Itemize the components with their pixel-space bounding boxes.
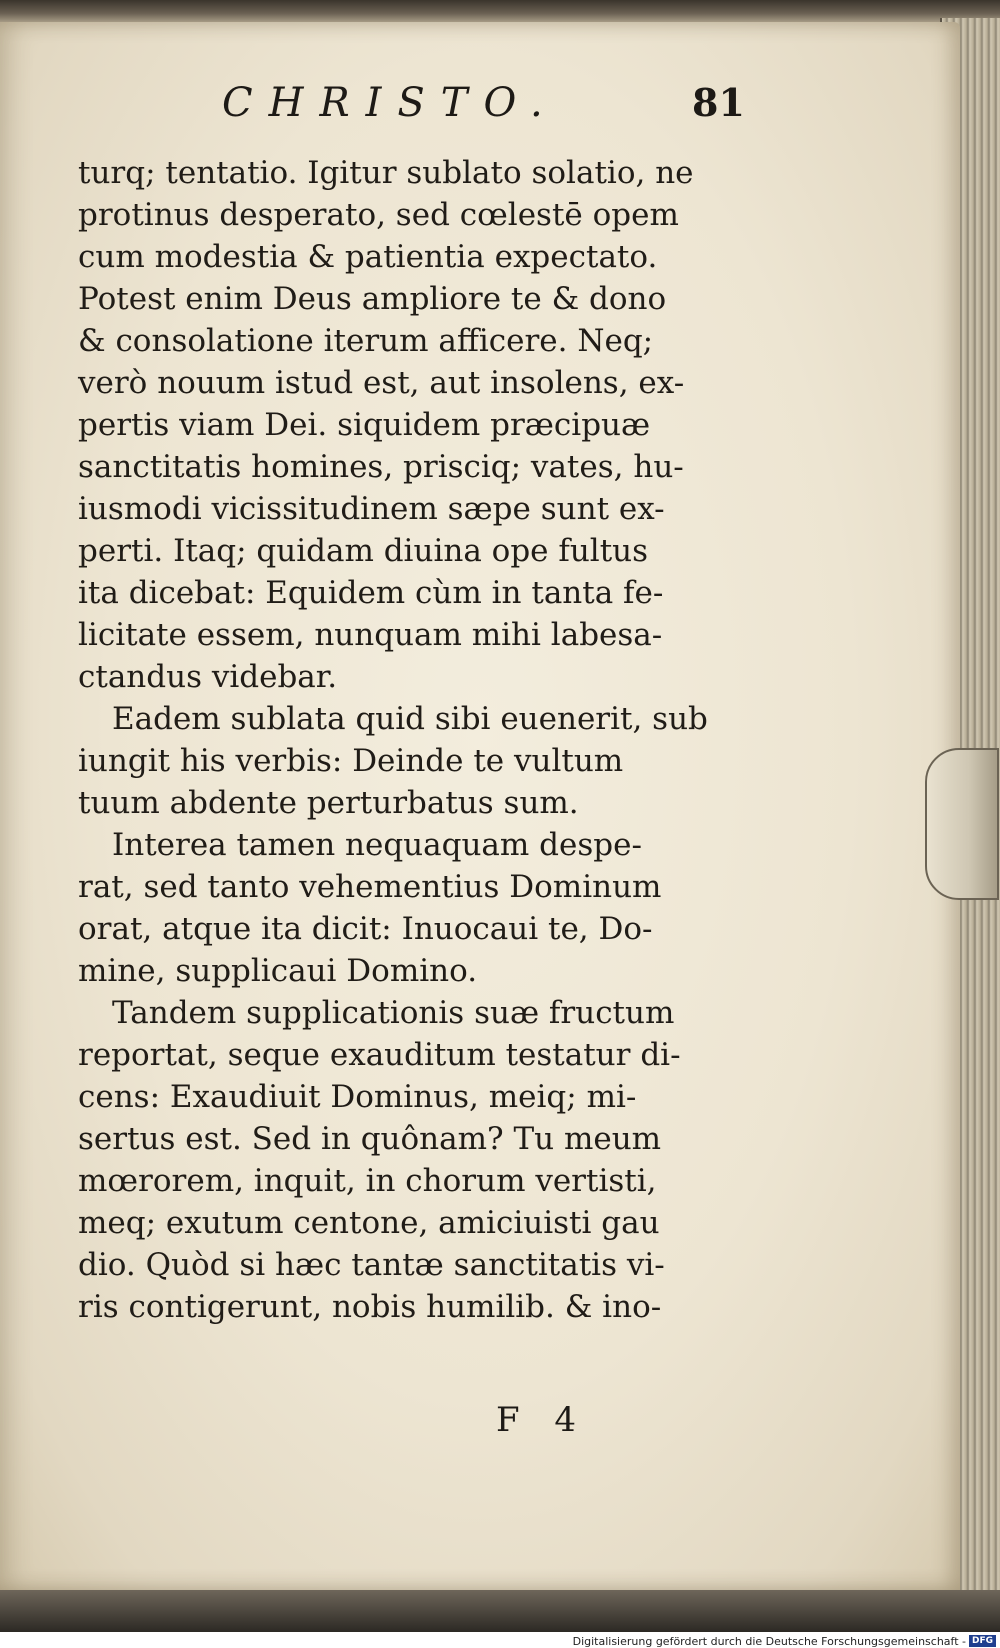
text-line: protinus desperato, sed cœlestē opem	[78, 197, 679, 233]
text-line: mœrorem, inquit, in chorum vertisti,	[78, 1163, 657, 1199]
text-line: mine, supplicaui Domino.	[78, 953, 478, 989]
page-edge-bottom	[0, 1590, 1000, 1632]
page-number: 81	[692, 80, 745, 125]
text-line: dio. Quòd si hæc tantæ sanctitatis vi-	[78, 1247, 665, 1283]
page-edge-top	[0, 0, 1000, 22]
text-line: Potest enim Deus ampliore te & dono	[78, 281, 667, 317]
text-line: pertis viam Dei. siquidem præcipuæ	[78, 407, 651, 443]
text-line: meq; exutum centone, amiciuisti gau	[78, 1205, 660, 1241]
running-title: CHRISTO.	[222, 80, 559, 126]
digitization-credit	[573, 1634, 996, 1648]
text-line: iusmodi vicissitudinem sæpe sunt ex-	[78, 491, 665, 527]
text-line: tuum abdente perturbatus sum.	[78, 785, 579, 821]
page-tab-clip	[925, 748, 999, 900]
signature-mark: F 4	[496, 1400, 589, 1440]
text-line: cum modestia & patientia expectato.	[78, 239, 658, 275]
credit-text: Digitalisierung gefördert durch die Deutsche Forschungsgemeinschaft -	[572, 1634, 966, 1648]
text-line: ita dicebat: Equidem cùm in tanta fe-	[78, 575, 664, 611]
page-paper	[0, 22, 960, 1590]
text-line: sanctitatis homines, prisciq; vates, hu-	[78, 449, 684, 485]
text-line: turq; tentatio. Igitur sublato solatio, ne	[78, 155, 694, 191]
text-line: ctandus videbar.	[78, 659, 338, 695]
text-line: licitate essem, nunquam mihi labesa-	[78, 617, 663, 653]
text-line: & consolatione iterum afficere. Neq;	[78, 323, 654, 359]
text-line: orat, atque ita dicit: Inuocaui te, Do-	[78, 911, 653, 947]
page-header	[222, 80, 745, 140]
text-line: Tandem supplicationis suæ fructum	[112, 995, 675, 1031]
text-line: verò nouum istud est, aut insolens, ex-	[78, 365, 685, 401]
dfg-logo: DFG	[969, 1635, 996, 1647]
text-line: perti. Itaq; quidam diuina ope fultus	[78, 533, 649, 569]
text-line: reportat, seque exauditum testatur di-	[78, 1037, 681, 1073]
text-line: Interea tamen nequaquam despe-	[112, 827, 642, 863]
text-line: ris contigerunt, nobis humilib. & ino-	[78, 1289, 662, 1325]
text-line: sertus est. Sed in quônam? Tu meum	[78, 1121, 662, 1157]
body-text	[78, 152, 743, 1328]
text-line: Eadem sublata quid sibi euenerit, sub	[112, 701, 708, 737]
text-line: cens: Exaudiuit Dominus, meiq; mi-	[78, 1079, 637, 1115]
text-line: rat, sed tanto vehementius Dominum	[78, 869, 662, 905]
text-line: iungit his verbis: Deinde te vultum	[78, 743, 624, 779]
